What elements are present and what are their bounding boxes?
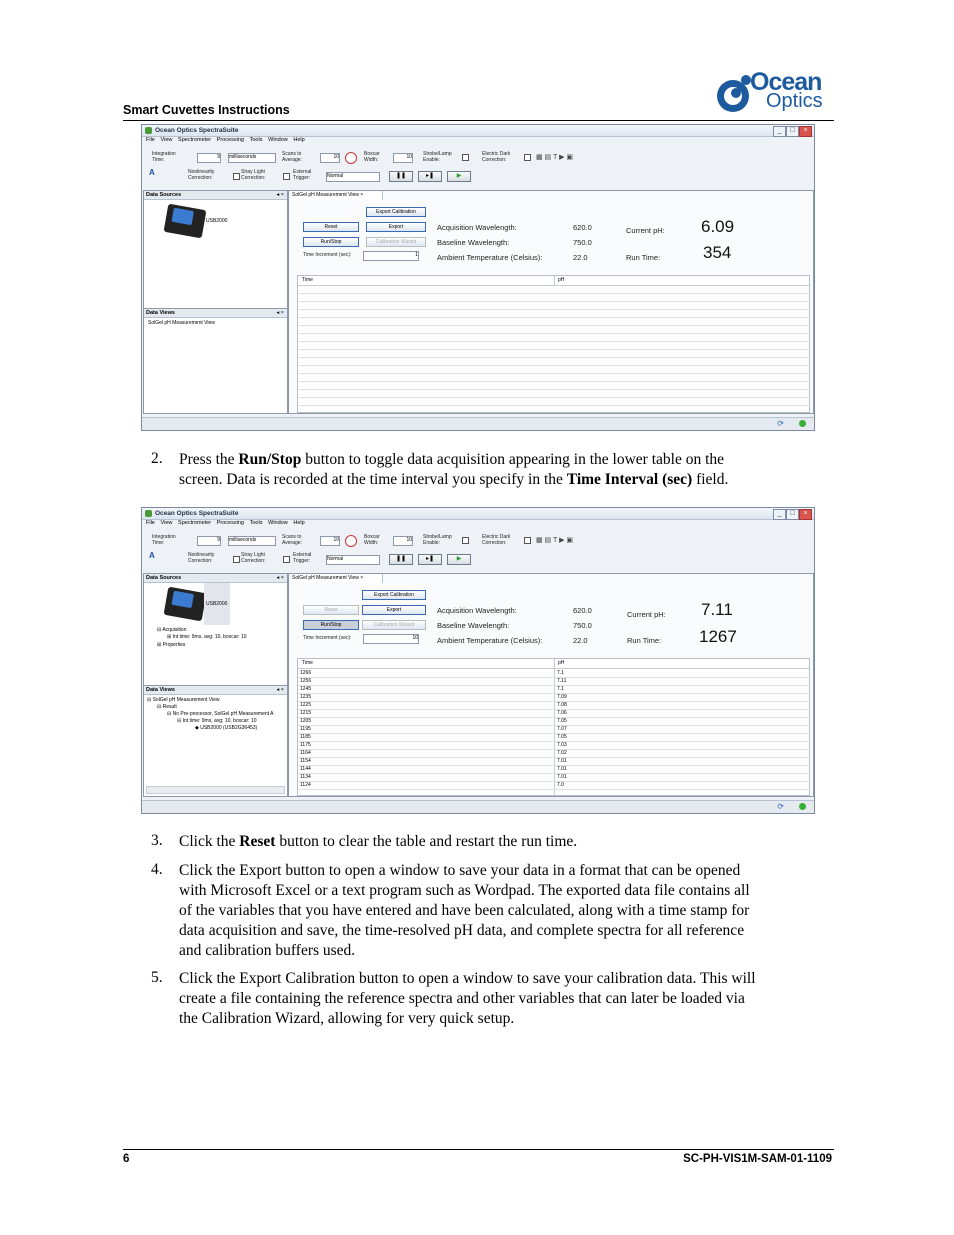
acquisition-wavelength-label: Acquisition Wavelength: [437, 223, 517, 232]
cell-time: 1164 [300, 750, 311, 756]
step-3-number: 3. [151, 832, 163, 849]
baseline-wavelength-value: 750.0 [573, 621, 592, 630]
cell-ph: 7.0 [557, 782, 564, 788]
cell-ph: 7.1 [557, 670, 564, 676]
col-ph-header: pH [558, 277, 565, 283]
export-calibration-button[interactable]: Export Calibration [366, 207, 426, 217]
menu-window[interactable]: Window [268, 137, 288, 143]
toolbar-icons[interactable]: ▦ ▤ T ▶ ▣ [536, 154, 574, 161]
boxcar-width-label: Boxcar Width: [364, 534, 380, 546]
step-button[interactable]: ▸❚ [418, 171, 442, 182]
trigger-mode-select[interactable]: Normal [326, 172, 380, 182]
window-title: Ocean Optics SpectraSuite [155, 510, 239, 517]
col-time-header: Time [302, 660, 313, 666]
step-4-text: Click the Export button to open a window to save your data in a format that can be opened with Microsoft Excel or a text program such as Wordpad. The exported data file contains all of the variables that you have entered and have been calculated, along with a time stamp for data acquisition and save, the time-resolved pH data, and complete spectra for all reference and calibration buffers used. [179, 862, 750, 959]
cell-time: 1225 [300, 702, 312, 708]
external-trigger-label: External Trigger: [293, 552, 312, 564]
device-label[interactable]: USB2000 [206, 218, 228, 224]
acquisition-wavelength-value: 620.0 [573, 606, 592, 615]
current-ph-label: Current pH: [626, 226, 665, 235]
window-titlebar [142, 125, 814, 137]
integration-time-label: Integration Time: [152, 151, 176, 163]
app-icon [145, 127, 152, 134]
data-views-panel [143, 308, 288, 414]
strobe-lamp-label: Strobe/Lamp Enable: [423, 151, 452, 163]
measurement-view-panel [288, 573, 814, 797]
cell-ph: 7.01 [557, 766, 567, 772]
tab-solgel-ph[interactable]: SolGel pH Measurement View × [289, 574, 383, 583]
stray-light-label: Stray Light Correction: [241, 552, 266, 564]
tree-properties[interactable]: ⊞ Properties [157, 642, 186, 648]
menu-spectrometer[interactable]: Spectrometer [178, 137, 212, 143]
cell-time: 1185 [300, 734, 311, 740]
device-label[interactable]: USB2000 [206, 601, 228, 607]
baseline-wavelength-value: 750.0 [573, 238, 592, 247]
electric-dark-checkbox[interactable] [524, 537, 531, 544]
boxcar-width-input[interactable]: 10 [393, 153, 413, 163]
acquisition-wavelength-label: Acquisition Wavelength: [437, 606, 517, 615]
cell-ph: 7.11 [557, 678, 567, 684]
calibration-wizard-button[interactable]: Calibration Wizard [362, 620, 426, 630]
maximize-button[interactable]: □ [786, 509, 799, 520]
cell-ph: 7.08 [557, 702, 567, 708]
time-increment-input[interactable]: 10 [363, 634, 419, 644]
view-tree-root[interactable]: ⊟ SolGel pH Measurement View [147, 697, 220, 703]
logo-text-optics: Optics [766, 90, 823, 112]
view-tree-result[interactable]: ⊟ Result [157, 704, 177, 710]
pause-button[interactable]: ❚❚ [389, 554, 413, 565]
electric-dark-label: Electric Dark Correction: [482, 534, 511, 546]
menu-processing[interactable]: Processing [216, 520, 244, 526]
run-time-label: Run Time: [627, 636, 662, 645]
boxcar-width-label: Boxcar Width: [364, 151, 380, 163]
tree-acquisition-settings[interactable]: ⊞ Int time: 9ms, avg: 10, boxcar: 10 [167, 634, 247, 640]
export-button[interactable]: Export [366, 222, 426, 232]
stop-acquisition-icon[interactable] [345, 152, 357, 164]
tab-solgel-ph[interactable]: SolGel pH Measurement View × [289, 191, 383, 200]
menu-help[interactable]: Help [293, 520, 305, 526]
minimize-button[interactable]: _ [773, 509, 786, 520]
cell-ph: 7.1 [557, 686, 564, 692]
refresh-icon[interactable]: ⟳ [777, 419, 784, 428]
external-trigger-checkbox[interactable] [283, 556, 290, 563]
window-titlebar [142, 508, 814, 520]
close-button[interactable]: × [799, 126, 812, 137]
cell-ph: 7.01 [557, 774, 567, 780]
integration-unit-select[interactable]: milliseconds [228, 536, 276, 546]
logo-mark-icon [716, 72, 752, 116]
time-increment-label: Time Increment (sec): [303, 252, 352, 258]
scans-average-label: Scans to Average: [282, 151, 302, 163]
document-header-title: Smart Cuvettes Instructions [123, 103, 290, 117]
stray-light-label: Stray Light Correction: [241, 169, 266, 181]
cell-ph: 7.03 [557, 742, 567, 748]
cell-time: 1266 [300, 670, 312, 676]
maximize-button[interactable]: □ [786, 126, 799, 137]
time-increment-label: Time Increment (sec): [303, 635, 352, 641]
external-trigger-checkbox[interactable] [283, 173, 290, 180]
cell-time: 1154 [300, 758, 311, 764]
font-icon[interactable]: A [149, 551, 155, 560]
time-increment-input[interactable]: 1 [363, 251, 419, 261]
spectrometer-device-icon [164, 587, 207, 622]
status-bar [142, 417, 814, 430]
menu-processing[interactable]: Processing [216, 137, 244, 143]
step-5-number: 5. [151, 969, 163, 986]
step-2-text: Press the Run/Stop button to toggle data acquisition appearing in the lower table on the screen. Data is recorded at the time interval you specify in the Time Interval (sec) field. [179, 451, 729, 488]
ph-data-table[interactable] [297, 658, 810, 796]
run-time-value: 354 [703, 243, 732, 262]
page-number: 6 [123, 1153, 130, 1165]
nonlinearity-label: Nonlinearity Correction: [188, 169, 215, 181]
cell-time: 1134 [300, 774, 311, 780]
view-tree-int-time[interactable]: ⊟ Int time: 9ms, avg: 10, boxcar: 10 [177, 718, 257, 724]
integration-unit-select[interactable]: milliseconds [228, 153, 276, 163]
close-button[interactable]: × [799, 509, 812, 520]
cell-ph: 7.07 [557, 726, 567, 732]
cell-time: 1144 [300, 766, 311, 772]
document-id: SC-PH-VIS1M-SAM-01-1109 [683, 1153, 832, 1165]
data-views-title: Data Views ◂ × [144, 686, 287, 695]
nonlinearity-label: Nonlinearity Correction: [188, 552, 215, 564]
cell-time: 1215 [300, 710, 312, 716]
acquisition-wavelength-value: 620.0 [573, 223, 592, 232]
step-3-text: Click the Reset button to clear the table and restart the run time. [179, 833, 578, 850]
cell-time: 1205 [300, 718, 312, 724]
status-led-icon [799, 803, 806, 810]
cell-time: 1235 [300, 694, 312, 700]
refresh-icon[interactable]: ⟳ [777, 802, 784, 811]
scans-average-input[interactable]: 10 [320, 536, 340, 546]
reset-button[interactable]: Reset [303, 222, 359, 232]
play-button[interactable]: ▶ [447, 171, 471, 182]
baseline-wavelength-label: Baseline Wavelength: [437, 621, 510, 630]
scans-average-input[interactable]: 10 [320, 153, 340, 163]
integration-time-input[interactable]: 9 [197, 536, 221, 546]
logo-text-ocean: Ocean [750, 68, 822, 96]
cell-ph: 7.05 [557, 734, 567, 740]
menu-spectrometer[interactable]: Spectrometer [178, 520, 212, 526]
cell-time: 1195 [300, 726, 311, 732]
status-bar [142, 800, 814, 813]
empty-table-rows [298, 286, 809, 412]
cell-ph: 7.06 [557, 710, 567, 716]
toolbar-icons[interactable]: ▦ ▤ T ▶ ▣ [536, 537, 574, 544]
baseline-wavelength-label: Baseline Wavelength: [437, 238, 510, 247]
spectrasuite-window-2 [141, 507, 815, 814]
reset-button[interactable]: Reset [303, 605, 359, 615]
menu-tools[interactable]: Tools [249, 520, 263, 526]
electric-dark-label: Electric Dark Correction: [482, 151, 511, 163]
tree-acquisition[interactable]: ⊟ Acquisition [157, 627, 187, 633]
pause-button[interactable]: ❚❚ [389, 171, 413, 182]
col-time-header: Time [302, 277, 313, 283]
window-title: Ocean Optics SpectraSuite [155, 127, 239, 134]
integration-time-input[interactable]: 9 [197, 153, 221, 163]
menu-bar [142, 520, 814, 528]
electric-dark-checkbox[interactable] [524, 154, 531, 161]
col-ph-header: pH [558, 660, 565, 666]
boxcar-width-input[interactable]: 10 [393, 536, 413, 546]
scans-average-label: Scans to Average: [282, 534, 302, 546]
cell-ph: 7.09 [557, 694, 567, 700]
view-tree-processor[interactable]: ⊟ No Pre-processor, SolGel pH Measurement A [167, 711, 274, 717]
horizontal-scrollbar[interactable] [146, 786, 285, 794]
run-time-label: Run Time: [626, 253, 661, 262]
integration-time-label: Integration Time: [152, 534, 176, 546]
cell-time: 1175 [300, 742, 311, 748]
cell-time: 1124 [300, 782, 311, 788]
cell-ph: 7.02 [557, 750, 567, 756]
play-button[interactable]: ▶ [447, 554, 471, 565]
data-views-panel [143, 685, 288, 797]
data-sources-panel [143, 573, 288, 686]
data-sources-title: Data Sources ◂ × [144, 574, 287, 583]
data-sources-panel [143, 190, 288, 309]
export-calibration-button[interactable]: Export Calibration [362, 590, 426, 600]
cell-ph: 7.05 [557, 718, 567, 724]
stray-light-checkbox[interactable] [233, 556, 240, 563]
trigger-mode-select[interactable]: Normal [326, 555, 380, 565]
table-row[interactable] [298, 781, 809, 790]
menu-file[interactable]: File [146, 137, 155, 143]
strobe-lamp-label: Strobe/Lamp Enable: [423, 534, 452, 546]
cell-ph: 7.01 [557, 758, 567, 764]
footer-rule [123, 1149, 834, 1150]
run-stop-button[interactable]: Run/Stop [303, 237, 359, 247]
app-icon [145, 510, 152, 517]
current-ph-label: Current pH: [627, 610, 666, 619]
run-stop-button[interactable]: Run/Stop [303, 620, 359, 630]
data-views-title: Data Views ◂ × [144, 309, 287, 318]
stop-acquisition-icon[interactable] [345, 535, 357, 547]
cell-time: 1245 [300, 686, 312, 692]
measurement-view-panel [288, 190, 814, 414]
ph-data-table[interactable] [297, 275, 810, 413]
menu-tools[interactable]: Tools [249, 137, 263, 143]
run-time-value: 1267 [699, 627, 737, 646]
step-button[interactable]: ▸❚ [418, 554, 442, 565]
font-icon[interactable]: A [149, 168, 155, 177]
calibration-wizard-button[interactable]: Calibration Wizard [366, 237, 426, 247]
spectrometer-device-icon [164, 204, 207, 239]
current-ph-value: 7.11 [701, 600, 733, 619]
ambient-temperature-label: Ambient Temperature (Celsius): [437, 253, 543, 262]
menu-bar [142, 137, 814, 145]
cell-time: 1256 [300, 678, 312, 684]
spectrasuite-window-1 [141, 124, 815, 431]
ocean-optics-logo [716, 70, 834, 116]
ambient-temperature-value: 22.0 [573, 636, 588, 645]
step-5-text: Click the Export Calibration button to open a window to save your calibration data. This will create a file containing the reference spectra and other variables that can later be loaded via the Calibration Wizard, allowing for very quick setup. [179, 970, 756, 1027]
menu-file[interactable]: File [146, 520, 155, 526]
menu-window[interactable]: Window [268, 520, 288, 526]
status-led-icon [799, 420, 806, 427]
view-tree-item[interactable]: SolGel pH Measurement View [148, 320, 215, 326]
current-ph-value: 6.09 [701, 217, 735, 236]
ambient-temperature-value: 22.0 [573, 253, 588, 262]
external-trigger-label: External Trigger: [293, 169, 312, 181]
header-rule [123, 120, 834, 121]
minimize-button[interactable]: _ [773, 126, 786, 137]
menu-view[interactable]: View [160, 137, 173, 143]
strobe-lamp-checkbox[interactable] [462, 154, 469, 161]
ambient-temperature-label: Ambient Temperature (Celsius): [437, 636, 543, 645]
view-tree-device[interactable]: ◆ USB2000 (USB2G36453) [195, 725, 258, 731]
step-4-number: 4. [151, 861, 163, 878]
data-sources-title: Data Sources ◂ × [144, 191, 287, 200]
menu-view[interactable]: View [160, 520, 173, 526]
strobe-lamp-checkbox[interactable] [462, 537, 469, 544]
menu-help[interactable]: Help [293, 137, 305, 143]
step-2-number: 2. [151, 450, 163, 467]
stray-light-checkbox[interactable] [233, 173, 240, 180]
export-button[interactable]: Export [362, 605, 426, 615]
